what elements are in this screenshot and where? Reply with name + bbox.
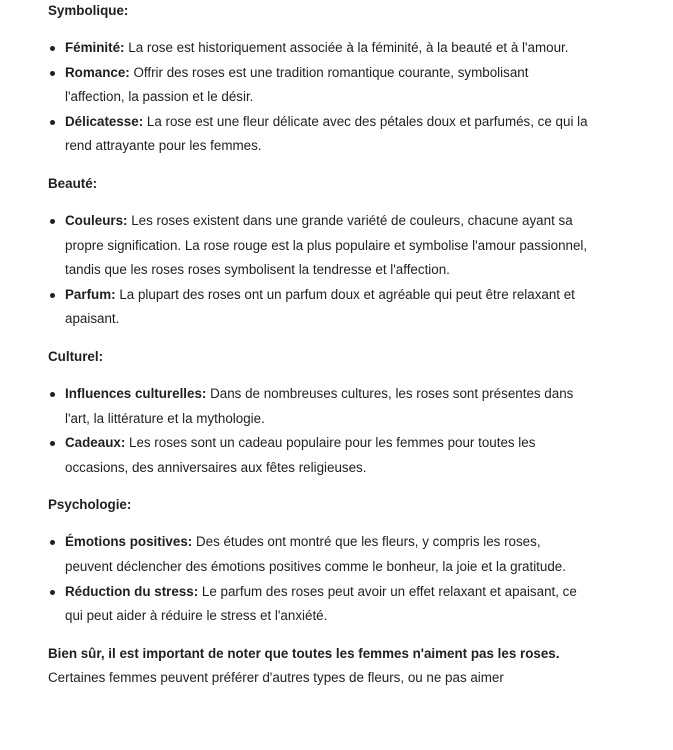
item-text: La plupart des roses ont un parfum doux et agréable qui peut être relaxant et apaisant. [65,286,575,327]
list-symbolique [48,36,588,159]
item-text: Dans de nombreuses cultures, les roses sont présentes dans l'art, la littérature et la mythologie. [65,385,574,426]
item-text: Offrir des roses est une tradition romantique courante, symbolisant l'affection, la passion et le désir. [65,64,529,105]
section-heading-symbolique: Symbolique: [48,3,129,18]
item-text: Les roses existent dans une grande variété de couleurs, chacune ayant sa propre signification. La rose rouge est la plus populaire et symbolise l'amour passionnel, tandis que les roses roses symbolisent la tendresse et l'affection. [65,212,588,278]
conclusion-bold: Bien sûr, il est important de noter que toutes les femmes n'aiment pas les roses. [48,645,560,661]
section-heading-beaute: Beauté: [48,175,98,191]
item-text: Les roses sont un cadeau populaire pour les femmes pour toutes les occasions, des anniversaires aux fêtes religieuses. [65,435,536,475]
list-item-delicatesse [48,110,588,159]
item-term: Délicatesse: [65,113,144,129]
item-text: La rose est historiquement associée à la féminité, à la beauté et à l'amour. [124,40,569,55]
list-item-romance [48,61,588,110]
item-term: Influences culturelles: [65,385,207,401]
bullet-icon [50,540,55,545]
item-term: Réduction du stress: [65,583,199,599]
item-term: Couleurs: [65,212,128,228]
conclusion-paragraph [48,642,588,691]
item-term: Féminité: [65,40,125,55]
list-beaute [48,209,588,332]
list-item-feminite [48,36,588,61]
bullet-icon [50,46,55,51]
item-text: La rose est une fleur délicate avec des pétales doux et parfumés, ce qui la rend attrayante pour les femmes. [65,113,588,154]
bullet-icon [50,392,55,397]
item-term: Émotions positives: [65,534,193,550]
item-term: Cadeaux: [65,435,126,451]
section-heading-psychologie: Psychologie: [48,497,132,513]
list-item-cadeaux [48,431,588,480]
bullet-icon [50,120,55,125]
list-item-couleurs [48,209,588,283]
bullet-icon [50,71,55,76]
section-heading-culturel: Culturel: [48,348,104,364]
bullet-icon [50,219,55,224]
item-term: Romance: [65,64,130,80]
item-term: Parfum: [65,286,116,302]
item-text: Le parfum des roses peut avoir un effet relaxant et apaisant, ce qui peut aider à réduire le stress et l'anxiété. [65,583,577,624]
list-item-emotions [48,530,588,579]
list-item-parfum [48,283,588,332]
bullet-icon [50,441,55,446]
bullet-icon [50,293,55,298]
conclusion-text: Certaines femmes peuvent préférer d'autres types de fleurs, ou ne pas aimer [48,670,504,686]
list-item-stress [48,580,588,629]
list-culturel [48,382,588,480]
item-text: Des études ont montré que les fleurs, y compris les roses, peuvent déclencher des émotions positives comme le bonheur, la joie et la gratitude. [65,534,566,574]
list-item-influences [48,382,588,431]
bullet-icon [50,590,55,595]
response-content [48,0,588,691]
list-psychologie [48,530,588,628]
